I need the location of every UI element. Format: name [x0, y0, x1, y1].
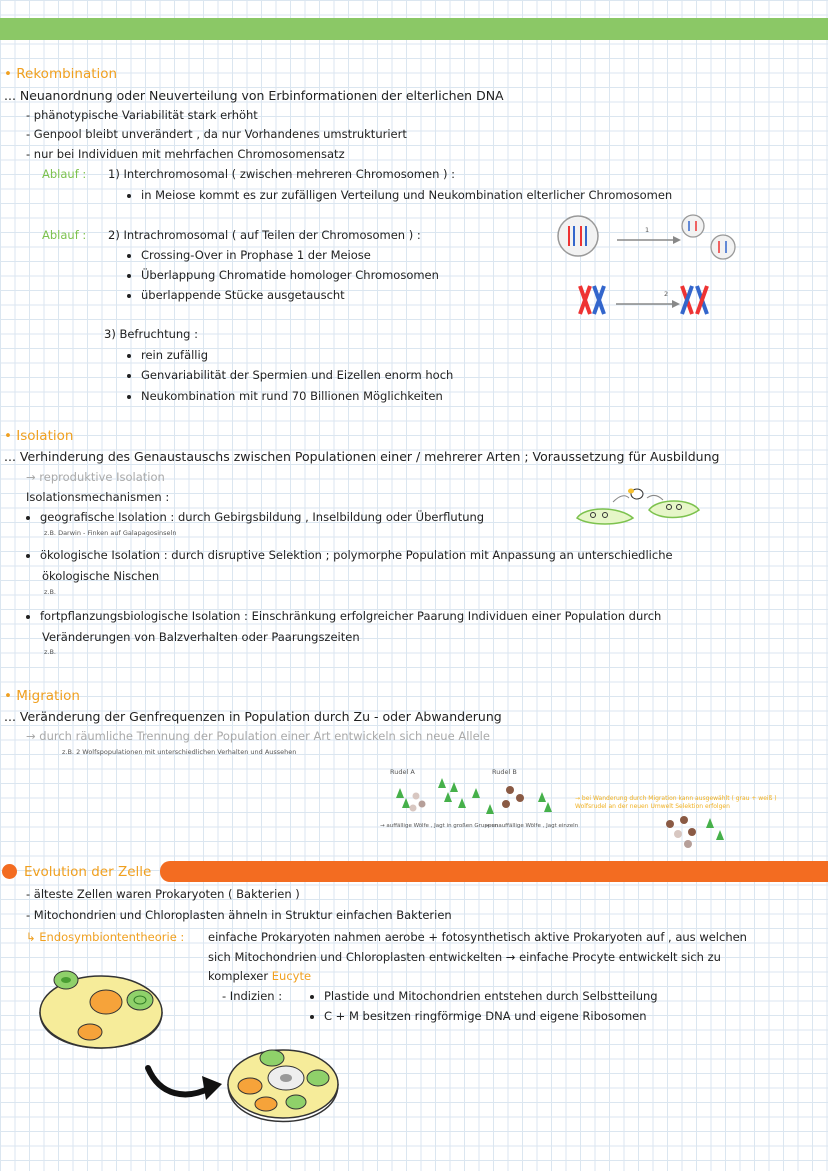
rudel-a-note: → auffällige Wölfe , Jagt in großen Gruppen	[380, 823, 499, 829]
crossing-over-diagram	[576, 282, 726, 318]
procyte-cell-illustration	[36, 960, 166, 1066]
repro-example: z.B.	[44, 648, 57, 656]
geo-example: z.B. Darwin - Finken auf Galapagosinseln	[44, 529, 177, 537]
arrow-label-2: 2	[664, 290, 669, 298]
fert-point: Neukombination mit rund 70 Billionen Möglichkeiten	[127, 389, 443, 403]
rekombination-point: - phänotypische Variabilität stark erhöht	[26, 108, 258, 122]
intra-title: 2) Intrachromosomal ( auf Teilen der Chromosomen ) :	[108, 228, 421, 242]
rudel-b-note: → unauffällige Wölfe , Jagt einzeln	[485, 823, 579, 829]
intra-point: Crossing-Over in Prophase 1 der Meiose	[127, 248, 371, 262]
migration-heading: • Migration	[4, 688, 80, 704]
evolution-bar	[160, 861, 828, 882]
indiz-item: C + M besitzen ringförmige DNA und eigene Ribosomen	[310, 1009, 647, 1023]
endosymbiont-text: einfache Prokaryoten nahmen aerobe + fotosynthetisch aktive Prokaryoten auf , aus welchen	[208, 930, 747, 944]
isolation-sub: → reproduktive Isolation	[26, 470, 165, 484]
evolution-heading: Evolution der Zelle	[24, 864, 152, 880]
meiosis-cells-diagram	[555, 210, 745, 266]
rudel-b-label: Rudel B	[492, 768, 517, 776]
ablauf-label-2: Ablauf :	[42, 228, 87, 242]
eco-isolation: ökologische Isolation : durch disruptive Selektion ; polymorphe Population mit Anpassung an unterschiedliche	[26, 548, 673, 562]
migration-definition: ... Veränderung der Genfrequenzen in Population durch Zu - oder Abwanderung	[4, 709, 502, 724]
migration-note: → bei Wanderung durch Migration kann ausgewählt ( grau + weiß ) Wolfsrudel an der neuen Umwelt Selektion erfolgen	[575, 795, 777, 810]
isolation-definition: ... Verhinderung des Genaustauschs zwischen Populationen einer / mehrerer Arten ; Voraussetzung für Ausbildung	[4, 449, 720, 464]
rudel-a-label: Rudel A	[390, 768, 415, 776]
fert-point: Genvariabilität der Spermien und Eizellen enorm hoch	[127, 368, 453, 382]
top-color-bar	[0, 18, 828, 40]
inter-point: in Meiose kommt es zur zufälligen Verteilung und Neukombination elterlicher Chromosomen	[127, 188, 672, 202]
migration-example: z.B. 2 Wolfspopulationen mit unterschiedlichen Verhalten und Aussehen	[62, 748, 297, 756]
repro-isolation-cont: Veränderungen von Balzverhalten oder Paarungszeiten	[42, 630, 360, 644]
rekombination-point: - nur bei Individuen mit mehrfachen Chromosomensatz	[26, 147, 345, 161]
fert-title: 3) Befruchtung :	[104, 327, 199, 341]
indizien-label: - Indizien :	[222, 989, 283, 1003]
endosymbiont-label: ↳ Endosymbiontentheorie :	[26, 930, 185, 944]
eucyte-cell-illustration	[224, 1038, 342, 1138]
intra-point: überlappende Stücke ausgetauscht	[127, 288, 345, 302]
eco-isolation-cont: ökologische Nischen	[42, 569, 160, 583]
isolation-heading: • Isolation	[4, 428, 74, 444]
indiz-item: Plastide und Mitochondrien entstehen durch Selbstteilung	[310, 989, 658, 1003]
rekombination-heading: • Rekombination	[4, 66, 118, 82]
intra-point: Überlappung Chromatide homologer Chromosomen	[127, 268, 439, 282]
mechanisms-title: Isolationsmechanismen :	[26, 490, 170, 504]
fert-point: rein zufällig	[127, 348, 208, 362]
rekombination-definition: ... Neuanordnung oder Neuverteilung von Erbinformationen der elterlichen DNA	[4, 88, 504, 103]
evolution-point: - Mitochondrien und Chloroplasten ähneln in Struktur einfachen Bakterien	[26, 908, 452, 922]
geo-isolation: geografische Isolation : durch Gebirgsbildung , Inselbildung oder Überflutung	[26, 510, 484, 524]
evolution-arrow-icon	[140, 1060, 230, 1110]
endosymbiont-text-3: komplexer Eucyte	[208, 969, 312, 983]
eco-example: z.B.	[44, 588, 57, 596]
migration-sub: → durch räumliche Trennung der Population einer Art entwickeln sich neue Allele	[26, 729, 490, 743]
migrated-wolves-illustration	[660, 810, 740, 854]
inter-title: 1) Interchromosomal ( zwischen mehreren Chromosomen ) :	[108, 167, 456, 181]
finches-islands-illustration	[575, 484, 705, 528]
arrow-label-1: 1	[645, 226, 650, 234]
evolution-bullet-dot	[2, 864, 17, 879]
wolf-packs-illustration	[388, 778, 558, 820]
repro-isolation: fortpflanzungsbiologische Isolation : Einschränkung erfolgreicher Paarung Individuen einer Population durch	[26, 609, 661, 623]
ablauf-label: Ablauf :	[42, 167, 87, 181]
endosymbiont-text-2: sich Mitochondrien und Chloroplasten entwickelten → einfache Procyte entwickelt sich zu	[208, 950, 721, 964]
evolution-point: - älteste Zellen waren Prokaryoten ( Bakterien )	[26, 887, 300, 901]
rekombination-point: - Genpool bleibt unverändert , da nur Vorhandenes umstrukturiert	[26, 127, 407, 141]
